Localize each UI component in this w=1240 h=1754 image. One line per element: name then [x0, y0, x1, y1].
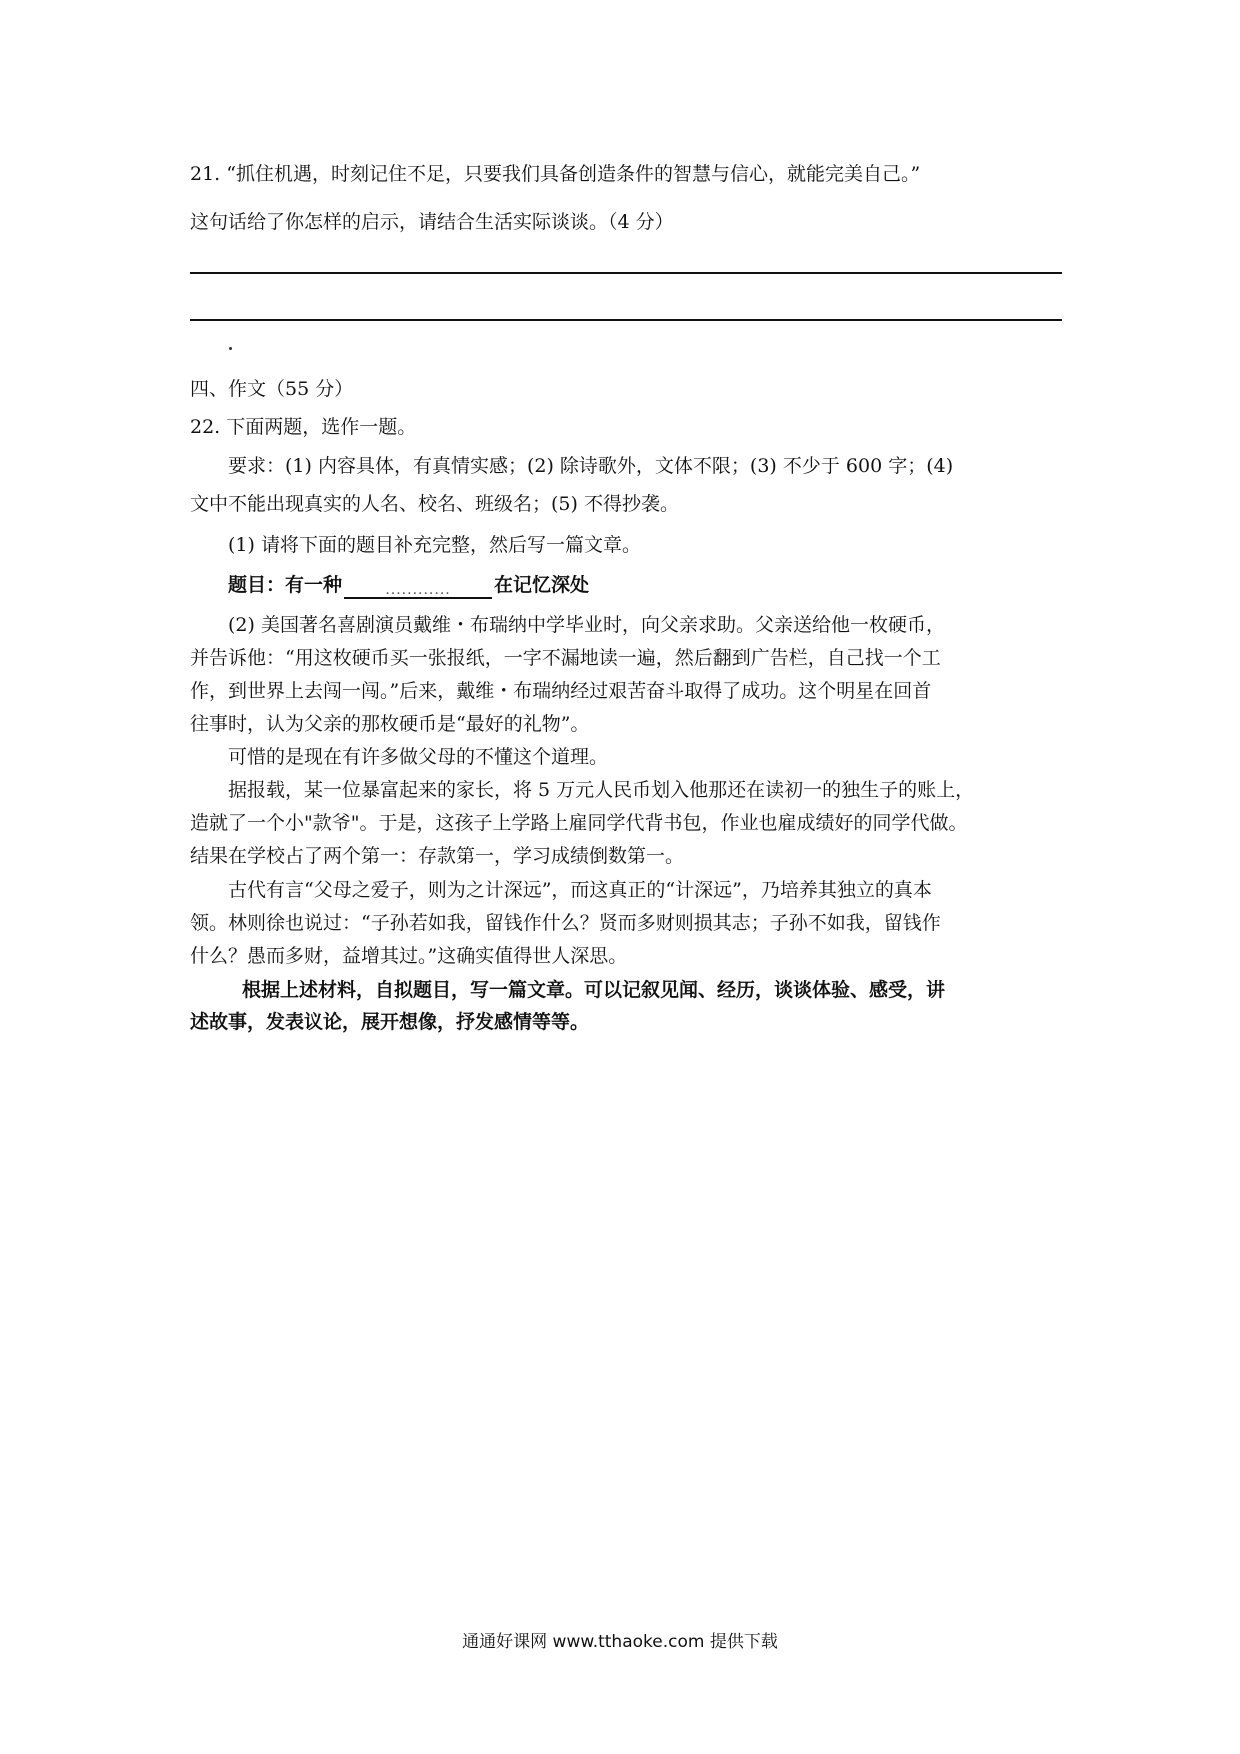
- section-heading: 四、作文（55 分）: [190, 378, 354, 400]
- stray-dot: [229, 347, 232, 350]
- material-p4-line-3: 什么？愚而多财，益增其过。”这确实值得世人深思。: [190, 945, 628, 967]
- title-prefix: 题目：有一种: [228, 574, 343, 596]
- material-p3-line-1: 据报载，某一位暴富起来的家长，将 5 万元人民币划入他那还在读初一的独生子的账上，: [228, 779, 975, 801]
- q21-line-1: 21. “抓住机遇，时刻记住不足，只要我们具备创造条件的智慧与信心，就能完美自己。”: [190, 163, 921, 185]
- instruction-line-1: 根据上述材料，自拟题目，写一篇文章。可以记叙见闻、经历，谈谈体验、感受，讲: [242, 979, 946, 1001]
- material-p1-line-3: 作，到世界上去闯一闯。”后来，戴维・布瑞纳经过艰苦奋斗取得了成功。这个明星在回首: [190, 680, 932, 702]
- material-p1-line-4: 往事时，认为父亲的那枚硬币是“最好的礼物”。: [190, 713, 590, 735]
- material-p4-line-2: 领。林则徐也说过：“子孙若如我，留钱作什么？贤而多财则损其志；子孙不如我，留钱作: [190, 912, 941, 934]
- answer-line-2: [190, 319, 1062, 321]
- answer-line-1: [190, 272, 1062, 274]
- material-p1-line-2: 并告诉他：“用这枚硬币买一张报纸，一字不漏地读一遍，然后翻到广告栏，自己找一个工: [190, 647, 941, 669]
- q21-line-2: 这句话给了你怎样的启示，请结合生活实际谈谈。（4 分）: [190, 211, 674, 233]
- q22-intro: 22. 下面两题，选作一题。: [190, 416, 417, 438]
- material-p2: 可惜的是现在有许多做父母的不懂这个道理。: [228, 746, 609, 768]
- requirements-line-1: 要求：(1) 内容具体，有真情实感；(2) 除诗歌外，文体不限；(3) 不少于 600 字；(4): [228, 455, 954, 477]
- requirements-line-2: 文中不能出现真实的人名、校名、班级名；(5) 不得抄袭。: [190, 493, 679, 515]
- title-blank: ............: [344, 575, 492, 599]
- material-p4-line-1: 古代有言“父母之爱子，则为之计深远”，而这真正的“计深远”，乃培养其独立的真本: [228, 879, 932, 901]
- option-1: (1) 请将下面的题目补充完整，然后写一篇文章。: [228, 534, 641, 556]
- material-p3-line-2: 造就了一个小"款爷"。于是，这孩子上学路上雇同学代背书包，作业也雇成绩好的同学代做。: [190, 812, 968, 834]
- material-p3-line-3: 结果在学校占了两个第一：存款第一，学习成绩倒数第一。: [190, 845, 685, 867]
- footer-credit: 通通好课网 www.tthaoke.com 提供下载: [462, 1632, 778, 1652]
- instruction-line-2: 述故事，发表议论，展开想像，抒发感情等等。: [190, 1011, 590, 1033]
- essay-title: [228, 570, 589, 600]
- material-p1-line-1: (2) 美国著名喜剧演员戴维・布瑞纳中学毕业时，向父亲求助。父亲送给他一枚硬币，: [228, 614, 945, 636]
- title-suffix: 在记忆深处: [494, 574, 590, 596]
